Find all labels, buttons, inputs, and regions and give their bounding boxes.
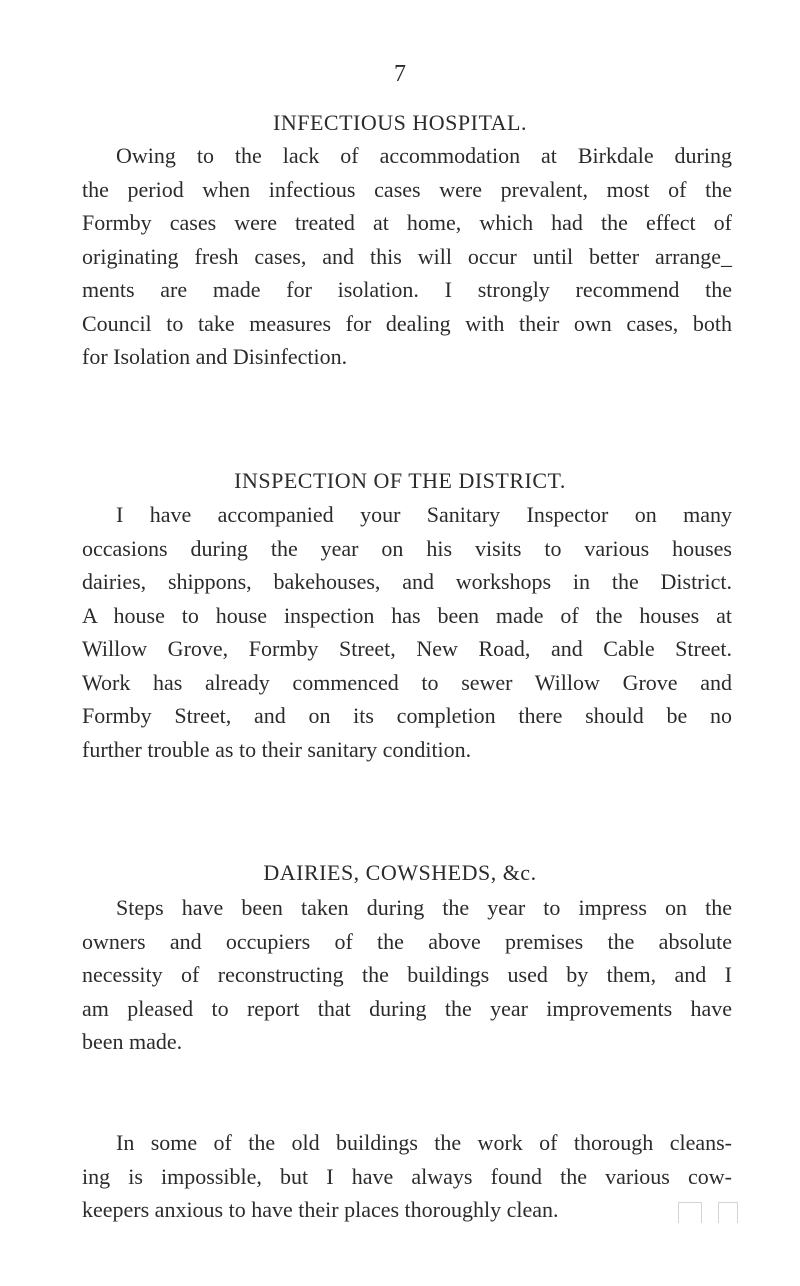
page-number: 7 (394, 61, 406, 87)
text-line: the period when infectious cases were prevalent, most of the (82, 176, 732, 202)
text-line: owners and occupiers of the above premises the absolute (82, 928, 732, 954)
text-line: I have accompanied your Sanitary Inspector on many (116, 502, 732, 527)
text-line: Owing to the lack of accommodation at Birkdale during (116, 143, 732, 168)
text-line: Willow Grove, Formby Street, New Road, and Cable Street. (82, 636, 732, 661)
paragraph-inspection-of-the-district (82, 498, 732, 766)
section-heading-inspection-of-the-district: INSPECTION OF THE DISTRICT. (234, 468, 566, 493)
text-line: Council to take measures for dealing with their own cases, both (82, 310, 732, 336)
text-line: for Isolation and Disinfection. (82, 344, 348, 369)
section-heading-dairies-cowsheds: DAIRIES, COWSHEDS, &c. (263, 860, 537, 885)
text-line: ing is impossible, but I have always found the various cow- (82, 1163, 732, 1189)
scan-mark (678, 1202, 702, 1223)
text-line: further trouble as to their sanitary condition. (82, 736, 472, 762)
text-line: ments are made for isolation. I strongly recommend the (82, 277, 732, 302)
text-line: am pleased to report that during the year improvements have (82, 995, 732, 1021)
text-line: originating fresh cases, and this will occur until better arrange_ (82, 243, 732, 269)
section-heading-infectious-hospital: INFECTIOUS HOSPITAL. (273, 110, 527, 135)
paragraph-dairies-cowsheds-1 (82, 891, 732, 1059)
text-line: occasions during the year on his visits to various houses (82, 535, 732, 561)
paragraph-infectious-hospital (82, 139, 732, 374)
text-line: A house to house inspection has been made of the houses at (82, 602, 732, 628)
text-line: keepers anxious to have their places thoroughly clean. (82, 1197, 559, 1222)
scan-marks (678, 1202, 742, 1224)
text-line: Steps have been taken during the year to impress on the (116, 895, 732, 920)
text-line: dairies, shippons, bakehouses, and workshops in the District. (82, 569, 732, 594)
text-line: Formby Street, and on its completion there should be no (82, 703, 732, 728)
paragraph-dairies-cowsheds-2 (82, 1126, 732, 1227)
text-line: necessity of reconstructing the buildings used by them, and I (82, 962, 732, 987)
scan-mark (718, 1202, 738, 1223)
text-line: Formby cases were treated at home, which had the effect of (82, 210, 732, 235)
text-line: Work has already commenced to sewer Willow Grove and (82, 669, 732, 695)
text-line: been made. (82, 1029, 183, 1054)
text-line: In some of the old buildings the work of thorough cleans- (116, 1130, 732, 1155)
